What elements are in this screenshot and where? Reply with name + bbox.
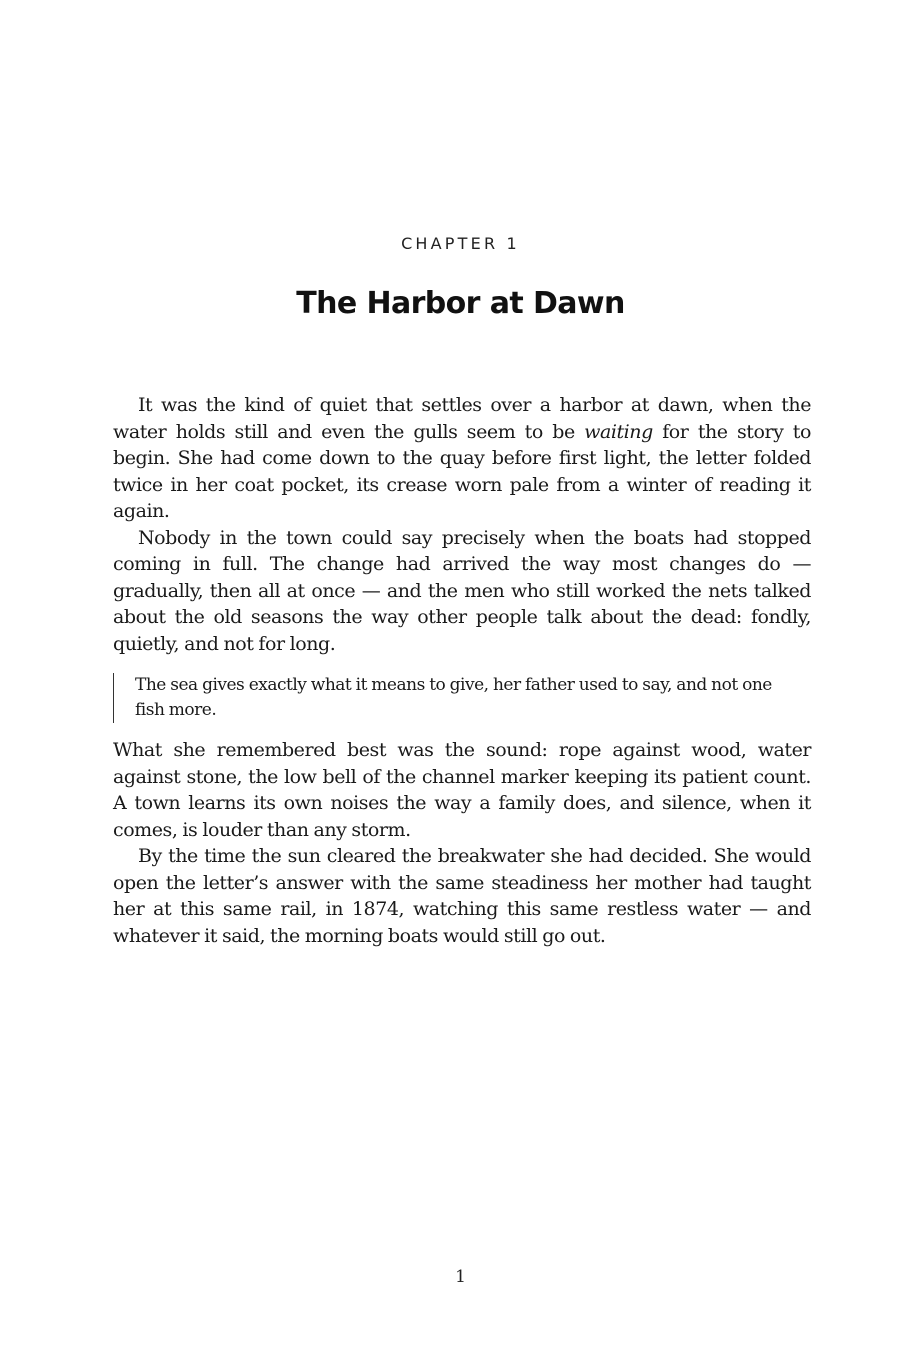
chapter-label: CHAPTER 1	[401, 234, 520, 253]
paragraph-4: By the time the sun cleared the breakwater she had decided. She would open the letter’s answer with the same steadiness her mother had taught her at this same rail, in 1874, watching this same restless water — and whatever it said, the morning boats would still go out.	[113, 845, 811, 947]
chapter-body	[113, 392, 811, 949]
paragraph-1-text-start: It was the kind of quiet that settles over a harbor at dawn, when the water holds still and even the gulls seem to be	[113, 394, 811, 443]
page-number: 1	[455, 1267, 466, 1287]
pull-quote: The sea gives exactly what it means to give, her father used to say, and not one fish more.	[113, 673, 795, 723]
paragraph-3: What she remembered best was the sound: rope against wood, water against stone, the low bell of the channel marker keeping its patient count. A town learns its own noises the way a family does, and silence, when it comes, is louder than any storm.	[113, 739, 811, 841]
emphasized-word: waiting	[584, 420, 653, 443]
paragraph-1	[113, 392, 811, 525]
paragraph-1-text-end: for the story to begin. She had come down to the quay before first light, the letter folded twice in her coat pocket, its crease worn pale from a winter of reading it again.	[113, 420, 811, 522]
chapter-title: The Harbor at Dawn	[296, 286, 625, 321]
paragraph-2: Nobody in the town could say precisely when the boats had stopped coming in full. The change had arrived the way most changes do — gradually, then all at once — and the men who still worked the nets talked about the old seasons the way other people talk about the dead: fondly, quietly, and not for long.	[113, 526, 811, 655]
